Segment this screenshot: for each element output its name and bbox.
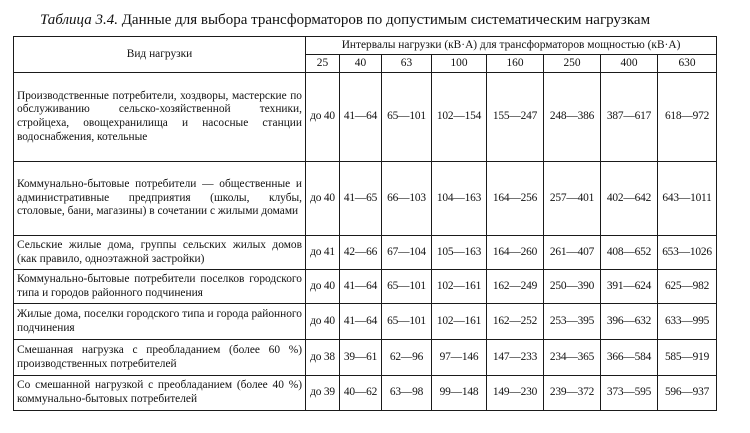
- table-row: [14, 73, 717, 162]
- interval-cell: 41—65: [340, 162, 382, 236]
- interval-cell: 41—64: [340, 73, 382, 162]
- interval-cell: 402—642: [601, 162, 658, 236]
- interval-cell: 65—101: [382, 73, 432, 162]
- interval-cell: 596—937: [658, 376, 717, 411]
- interval-cell: 41—64: [340, 304, 382, 340]
- transformer-load-table: [13, 36, 717, 411]
- interval-cell: 408—652: [601, 236, 658, 270]
- table-title: Данные для выбора трансформаторов по допустимым систематическим нагрузкам: [121, 12, 651, 28]
- interval-cell: 625—982: [658, 270, 717, 304]
- interval-cell: 585—919: [658, 340, 717, 376]
- power-header: 630: [658, 55, 717, 73]
- interval-cell: 67—104: [382, 236, 432, 270]
- power-header: 160: [487, 55, 544, 73]
- interval-cell: 387—617: [601, 73, 658, 162]
- interval-cell: 257—401: [544, 162, 601, 236]
- power-header: 63: [382, 55, 432, 73]
- interval-cell: 155—247: [487, 73, 544, 162]
- interval-cell: 164—256: [487, 162, 544, 236]
- interval-cell: 102—154: [432, 73, 487, 162]
- interval-cell: 373—595: [601, 376, 658, 411]
- interval-cell: 234—365: [544, 340, 601, 376]
- power-header: 400: [601, 55, 658, 73]
- table-number: Таблица 3.4.: [40, 12, 118, 28]
- load-kind-cell: Сельские жилые дома, группы сельских жилых домов (как правило, одноэтажной застройки): [14, 236, 306, 270]
- interval-cell: 149—230: [487, 376, 544, 411]
- load-kind-cell: Смешанная нагрузка с преобладанием (более 60 %) производственных потребителей: [14, 340, 306, 376]
- load-kind-cell: Со смешанной нагрузкой с преобладанием (более 40 %) коммунально-бытовых потребителей: [14, 376, 306, 411]
- interval-cell: 40—62: [340, 376, 382, 411]
- interval-cell: 65—101: [382, 304, 432, 340]
- intervals-header: Интервалы нагрузки (кВ·А) для трансформаторов мощностью (кВ·А): [306, 37, 717, 55]
- interval-cell: 261—407: [544, 236, 601, 270]
- interval-cell: 102—161: [432, 270, 487, 304]
- interval-cell: 65—101: [382, 270, 432, 304]
- interval-cell: 164—260: [487, 236, 544, 270]
- interval-cell: 396—632: [601, 304, 658, 340]
- interval-cell: 99—148: [432, 376, 487, 411]
- load-kind-cell: Жилые дома, поселки городского типа и города районного подчинения: [14, 304, 306, 340]
- table-row: [14, 304, 717, 340]
- interval-cell: до 40: [306, 304, 340, 340]
- load-kind-header: Вид нагрузки: [14, 37, 306, 73]
- table-row: [14, 236, 717, 270]
- load-kind-cell: Коммунально-бытовые потребители поселков городского типа и городов районного подчинения: [14, 270, 306, 304]
- table-row: [14, 340, 717, 376]
- interval-cell: 253—395: [544, 304, 601, 340]
- interval-cell: до 40: [306, 270, 340, 304]
- interval-cell: 63—98: [382, 376, 432, 411]
- interval-cell: до 40: [306, 73, 340, 162]
- interval-cell: до 40: [306, 162, 340, 236]
- interval-cell: 66—103: [382, 162, 432, 236]
- table-caption: [40, 12, 650, 29]
- interval-cell: 41—64: [340, 270, 382, 304]
- interval-cell: 39—61: [340, 340, 382, 376]
- interval-cell: 62—96: [382, 340, 432, 376]
- header-row: [14, 37, 717, 55]
- interval-cell: 391—624: [601, 270, 658, 304]
- interval-cell: 618—972: [658, 73, 717, 162]
- interval-cell: 42—66: [340, 236, 382, 270]
- interval-cell: 162—249: [487, 270, 544, 304]
- table-row: [14, 162, 717, 236]
- table-row: [14, 376, 717, 411]
- interval-cell: 147—233: [487, 340, 544, 376]
- load-kind-cell: Коммунально-бытовые потребители — общественные и административные предприятия (школы, клубы, столовые, бани, магазины) в сочетании с жилыми домами: [14, 162, 306, 236]
- power-header: 250: [544, 55, 601, 73]
- interval-cell: 248—386: [544, 73, 601, 162]
- interval-cell: 653—1026: [658, 236, 717, 270]
- power-header: 100: [432, 55, 487, 73]
- interval-cell: 239—372: [544, 376, 601, 411]
- interval-cell: 97—146: [432, 340, 487, 376]
- interval-cell: до 39: [306, 376, 340, 411]
- interval-cell: до 38: [306, 340, 340, 376]
- table-row: [14, 270, 717, 304]
- power-header: 40: [340, 55, 382, 73]
- interval-cell: 162—252: [487, 304, 544, 340]
- interval-cell: 105—163: [432, 236, 487, 270]
- load-kind-cell: Производственные потребители, хоздворы, мастерские по обслуживанию сельско-хозяйственной техники, стройцеха, овощехранилища и насосные станции водоснабжения, котельные: [14, 73, 306, 162]
- power-header: 25: [306, 55, 340, 73]
- interval-cell: 104—163: [432, 162, 487, 236]
- interval-cell: 250—390: [544, 270, 601, 304]
- interval-cell: 102—161: [432, 304, 487, 340]
- interval-cell: до 41: [306, 236, 340, 270]
- interval-cell: 366—584: [601, 340, 658, 376]
- interval-cell: 633—995: [658, 304, 717, 340]
- interval-cell: 643—1011: [658, 162, 717, 236]
